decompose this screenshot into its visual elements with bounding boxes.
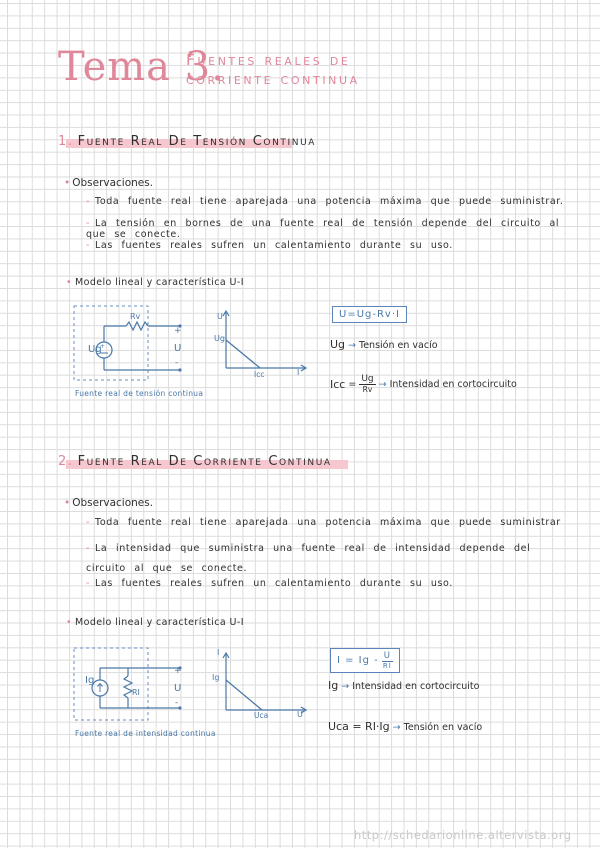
graph1-x-axis-label: I: [297, 368, 300, 377]
section2-def2: Uca = RI·Ig → Tensión en vacío: [328, 720, 483, 733]
section2-model-label: • Modelo lineal y característica U-I: [66, 617, 244, 628]
graph2-x-axis-label: U: [297, 710, 303, 719]
section1-bullet-1: - Toda fuente real tiene aparejada una potencia máxima que puede suministrar.: [86, 196, 564, 207]
section1-bullet-3: - Las fuentes reales sufren un calentamiento durante su uso.: [86, 240, 453, 251]
section2-bullet-3: - Las fuentes reales sufren un calentamiento durante su uso.: [86, 578, 453, 589]
section1-title: Fuente Real De Tensión Continua: [77, 134, 317, 149]
section2-bullet-1: - Toda fuente real tiene aparejada una potencia máxima que puede suministrar: [86, 517, 561, 528]
title-subtitle-line1: Fuentes reales de: [186, 51, 351, 69]
circuit1-plus: +: [174, 326, 182, 336]
circuit2-resistor-label: RI: [132, 688, 140, 697]
section2-heading: [58, 454, 332, 469]
circuit2-minus: -: [175, 698, 179, 708]
title-tema: Tema 3.: [58, 44, 225, 90]
graph1-y-axis-label: U: [217, 312, 223, 321]
section1-heading: [58, 134, 316, 149]
circuit1-source-label: Ug: [88, 344, 102, 355]
section1-formula: U=Ug-Rv·I: [332, 306, 407, 323]
section1-observations-label: Observaciones.: [72, 177, 154, 189]
section1-def1: Ug → Tensión en vacío: [330, 338, 438, 351]
section1-bullet-2: - La tensión en bornes de una fuente real de tensión depende del circuito al que se conecte.: [86, 218, 560, 240]
circuit1-caption: Fuente real de tensión continua: [75, 389, 204, 398]
title-subtitle-line2: corriente continua: [186, 70, 360, 88]
circuit2-caption: Fuente real de intensidad continua: [75, 729, 216, 738]
watermark: http://schedarionline.altervista.org: [354, 828, 572, 842]
graph1-characteristic-line: [226, 340, 260, 368]
resistor-icon: [126, 322, 148, 330]
section2-title: Fuente Real De Corriente Continua: [77, 454, 332, 469]
graph2-characteristic-line: [226, 680, 262, 710]
resistor2-icon: [124, 676, 132, 698]
section1-model-label: • Modelo lineal y característica U-I: [66, 277, 244, 288]
circuit1-resistor-label: Rv: [130, 312, 141, 321]
graph1-x-intercept-label: Icc: [254, 370, 265, 379]
section2-number: 2.: [58, 454, 74, 469]
circuit2-output-label: U: [174, 683, 182, 694]
section2-observations-label: Observaciones.: [72, 497, 154, 509]
graph1-y-intercept-label: Ug: [214, 334, 225, 343]
section2-observations: • Observaciones.: [64, 497, 154, 509]
section1-number: 1.: [58, 134, 74, 149]
section2-formula: I = Ig - U RI: [330, 648, 400, 673]
graph2-y-intercept-label: Ig: [212, 673, 220, 682]
section1-observations: • Observaciones.: [64, 177, 154, 189]
circuit2-plus: +: [174, 666, 182, 676]
section2-bullet-2: - La intensidad que suministra una fuente real de intensidad depende del circuito al que se conecte.: [86, 543, 531, 574]
circuit1-minus: -: [175, 358, 179, 368]
section2-def1: Ig → Intensidad en cortocircuito: [328, 679, 480, 692]
section1-def2: Icc = Ug Rv → Intensidad en cortocircuito: [330, 374, 517, 394]
graph2-y-axis-label: I: [217, 648, 220, 657]
svg-text:+: +: [100, 343, 106, 350]
circuit1-output-label: U: [174, 343, 182, 354]
graph2-x-intercept-label: Uca: [254, 711, 269, 720]
circuit2-source-label: Ig: [85, 675, 95, 686]
